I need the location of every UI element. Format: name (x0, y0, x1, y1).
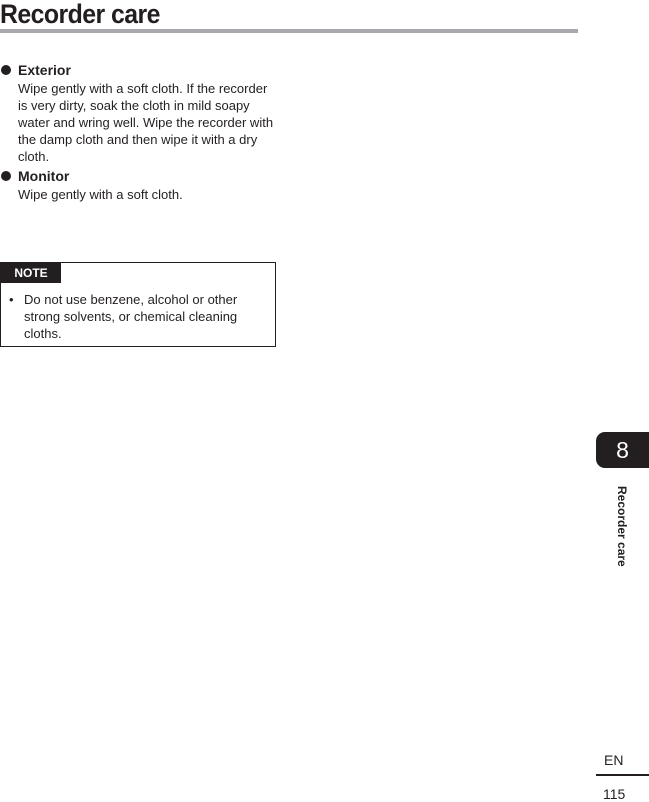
section-heading-exterior: Exterior (18, 62, 71, 78)
note-item-text: Do not use benzene, alcohol or other strong solvents, or chemical cleaning cloths. (24, 292, 238, 341)
chapter-side-label: Recorder care (615, 486, 629, 567)
title-rule (0, 29, 578, 33)
note-bullet-icon: • (9, 292, 14, 307)
note-label: NOTE (1, 263, 61, 283)
section-heading-monitor: Monitor (18, 168, 70, 184)
section-body-monitor: Wipe gently with a soft cloth. (18, 187, 183, 202)
chapter-tab: 8 (596, 432, 649, 468)
section-body-exterior: Wipe gently with a soft cloth. If the recorder is very dirty, soak the cloth in mild soapy water and wring well. Wipe the recorder with the damp cloth and then wipe it with a dry cloth. (18, 81, 274, 164)
page-number: 115 (603, 786, 626, 802)
note-list (9, 291, 265, 342)
page-title: Recorder care (0, 0, 160, 29)
note-item (9, 291, 265, 342)
footer-rule (596, 774, 649, 776)
bullet-icon (1, 171, 11, 181)
note-box (0, 262, 276, 347)
language-label: EN (604, 752, 624, 768)
bullet-icon (1, 65, 11, 75)
